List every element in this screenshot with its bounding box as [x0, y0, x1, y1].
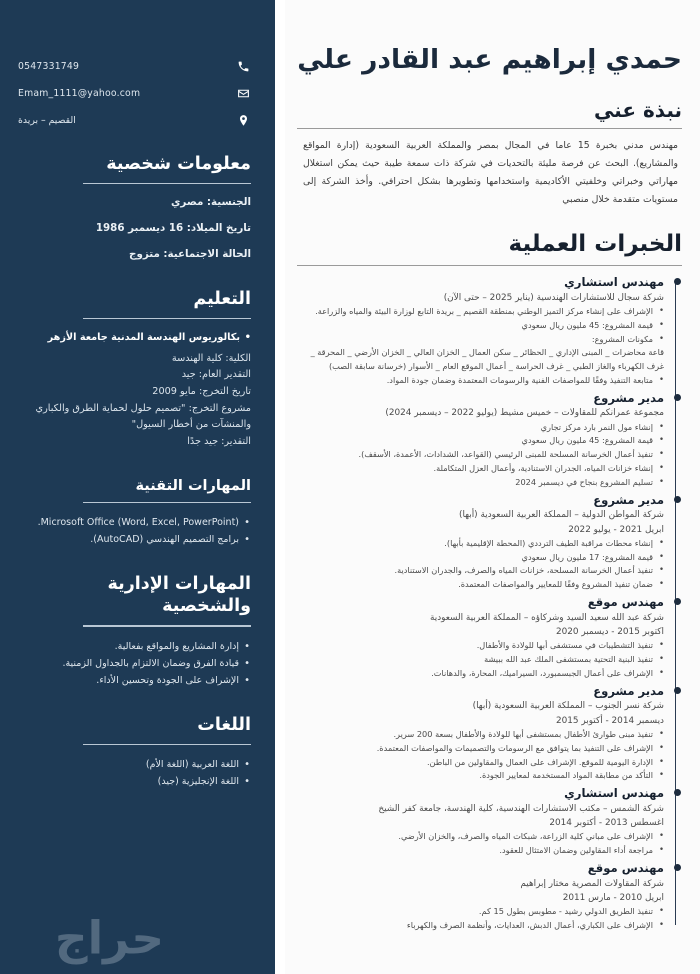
- job-title: مهندس موقع: [587, 860, 664, 875]
- job-company: شركة المقاولات المصرية مختار إبراهيم: [520, 878, 664, 889]
- job-bullet-list: [297, 639, 664, 680]
- job-bullet-list: [297, 374, 664, 388]
- job-bullet: • مكونات المشروع:: [297, 333, 664, 347]
- job-bullet: • الإشراف على أعمال الجبسمبورد، السيراميك، المحارة، والدهانات.: [297, 667, 664, 681]
- job-date: ديسمبر 2014 - أكتوبر 2015: [555, 715, 664, 726]
- languages-heading: اللغات: [197, 714, 251, 735]
- timeline-dot-icon: [674, 496, 681, 503]
- experience-timeline: [297, 274, 682, 933]
- education-detail: تاريخ التخرج: مايو 2009: [152, 386, 251, 398]
- job-company: مجموعة عمرانكم للمقاولات – خميس مشيط (يوليو 2022 – ديسمبر 2024): [385, 408, 664, 419]
- personal-info-line: الحالة الاجتماعية: متزوج: [129, 248, 251, 261]
- job-note: قاعة محاضرات _ المبنى الإداري _ الحظائر _ سكن العمال _ الخزان العالي _ الخزان الأرضي _ المحرقة _ غرف الكهرباء والغاز الطبي _ غرف الحراسة _ أعمال الموقع العام _ الأسوار (خرسانة سابقة الصب): [310, 347, 664, 372]
- language-item: • اللغة العربية (اللغة الأم): [18, 756, 251, 773]
- experience-heading-divider: [297, 265, 682, 266]
- education-detail: مشروع التخرج: "تصميم حلول لحماية الطرق والكباري والمنشآت من أخطار السيول": [35, 402, 251, 431]
- languages-list: [18, 756, 251, 790]
- experience-job: [297, 785, 664, 858]
- job-bullet: • تنفيذ مبنى طوارئ الأطفال بمستشفى أبها للولادة والأطفال بسعة 200 سرير.: [297, 728, 664, 742]
- job-bullet: • قيمة المشروع: 45 مليون ريال سعودي: [297, 434, 664, 448]
- education-detail: التقدير: جيد جدًا: [187, 436, 251, 448]
- job-bullet: • قيمة المشروع: 45 مليون ريال سعودي: [297, 319, 664, 333]
- job-bullet: • إنشاء مول النمر بارد مركز تجاري: [297, 421, 664, 435]
- education-heading: التعليم: [193, 289, 251, 310]
- soft-skills-heading: المهارات الإدارية والشخصية: [107, 574, 251, 617]
- job-company: شركة المواطن الدولية – المملكة العربية السعودية (أبها): [458, 510, 664, 521]
- svg-text:حراج: حراج: [54, 911, 165, 965]
- about-heading-divider: [297, 128, 682, 129]
- technical-skill-item: • برامج التصميم الهندسي (AutoCAD).: [18, 531, 251, 548]
- job-bullet: • تنفيذ البنية التحتية بمستشفى الملك عبد الله ببيشة: [297, 653, 664, 667]
- job-bullet: • تنفيذ التشطيبات في مستشفى أبها للولادة والأطفال.: [297, 639, 664, 653]
- job-company: شركة عبد الله سعيد السيد وشركاؤه – المملكة العربية السعودية: [429, 612, 664, 623]
- job-date: اكتوبر 2015 - ديسمبر 2020: [555, 627, 664, 638]
- soft-skills-list: [18, 638, 251, 689]
- personal-info-divider: [83, 183, 251, 184]
- job-bullet-list: [297, 905, 664, 933]
- about-summary-text: مهندس مدني بخبرة 15 عاما في المجال بمصر والمملكة العربية السعودية (إدارة المواقع والمشاريع). البحث عن فرصة مليئة بالتحديات في شركة ذات سمعة طيبة حيث يمكن استغلال مهاراتي وخبراتي وخلفيتي الأكاديمية واستخدامها وتطويرها بشكل احترافي. وأخذ الشركة إلى مستويات متقدمة خلال منصبي: [303, 139, 678, 206]
- experience-job: [297, 594, 664, 681]
- timeline-dot-icon: [674, 789, 681, 796]
- job-bullet: • تنفيذ أعمال الخرسانة المسلحة، خزانات المياه والصرف، والجدران الاستنادية.: [297, 564, 664, 578]
- experience-job: [297, 274, 664, 388]
- contact-row-email[interactable]: [18, 85, 251, 101]
- technical-skills-divider: [83, 502, 251, 503]
- about-section-heading: نبذة عني: [593, 97, 682, 122]
- phone-icon: [235, 58, 251, 74]
- job-company: شركة سجال للاستشارات الهندسية (يناير 2025 – حتى الآن): [443, 292, 664, 303]
- personal-info-line: الجنسية: مصري: [170, 196, 251, 209]
- languages-divider: [83, 744, 251, 745]
- timeline-dot-icon: [674, 394, 681, 401]
- job-title: مهندس استشاري: [564, 274, 664, 289]
- job-date: ابريل 2021 - يوليو 2022: [568, 524, 664, 535]
- technical-skill-item: • Microsoft Office (Word, Excel, PowerPoint).: [18, 514, 251, 531]
- job-bullet-list: [297, 305, 664, 346]
- job-bullet-list: [297, 537, 664, 592]
- location-pin-icon: [235, 112, 251, 128]
- job-company: شركة نسر الجنوب – المملكة العربية السعودية (أبها): [472, 701, 664, 712]
- experience-section-heading: الخبرات العملية: [508, 231, 682, 258]
- job-bullet: • مراجعة أداء المقاولين وضمان الامتثال للعقود.: [297, 844, 664, 858]
- job-bullet-list: [297, 728, 664, 783]
- experience-job: [297, 390, 664, 490]
- experience-job: [297, 683, 664, 783]
- job-bullet: • ضمان تنفيذ المشروع وفقًا للمعايير والمواصفات المعتمدة.: [297, 578, 664, 592]
- education-detail: التقدير العام: جيد: [181, 369, 251, 381]
- job-title: مهندس موقع: [587, 595, 664, 609]
- personal-info-line: تاريخ الميلاد: 16 ديسمبر 1986: [95, 222, 251, 235]
- job-bullet: • الإشراف على مباني كلية الزراعة، شبكات المياه والصرف، والخزان الأرضي.: [297, 830, 664, 844]
- job-bullet: • تسليم المشروع بنجاح في ديسمبر 2024: [297, 476, 664, 490]
- job-bullet: • إنشاء محطات مراقبة الطيف الترددي (المحطة الإقليمية بأبها).: [297, 537, 664, 551]
- job-bullet: • تنفيذ أعمال الخرسانة المسلحة للمبنى الرئيسي (القواعد، الشدادات، الأعمدة، الأسقف).: [297, 448, 664, 462]
- job-company: شركة الشمس – مكتب الاستشارات الهندسية، كلية الهندسة، جامعة كفر الشيخ: [378, 803, 664, 814]
- contact-phone-value: 0547331749: [18, 60, 80, 72]
- personal-info-heading: معلومات شخصية: [106, 154, 251, 174]
- soft-skill-item: • قيادة الفرق وضمان الالتزام بالجداول الزمنية.: [18, 655, 251, 672]
- soft-skill-item: • إدارة المشاريع والمواقع بفعالية.: [18, 638, 251, 655]
- education-divider: [83, 318, 251, 319]
- soft-skills-divider: [83, 625, 251, 626]
- job-bullet: • الإدارة اليومية للموقع. الإشراف على العمال والمقاولين من الباطن.: [297, 756, 664, 770]
- job-title: مدير مشروع: [593, 390, 664, 405]
- page-title: حمدي إبراهيم عبد القادر علي: [297, 44, 682, 75]
- experience-jobs-list: [297, 274, 664, 933]
- job-title: مهندس استشاري: [564, 786, 664, 801]
- education-degree: • بكالوريوس الهندسة المدنية جامعة الأزهر: [18, 330, 251, 346]
- job-date: ابريل 2010 - مارس 2011: [562, 892, 664, 903]
- haraj-watermark: [22, 906, 197, 970]
- job-bullet: • متابعة التنفيذ وفقًا للمواصفات الفنية والرسومات المعتمدة وضمان جودة المواد.: [297, 374, 664, 388]
- personal-info-list: [18, 195, 251, 263]
- contact-row-location[interactable]: [18, 112, 251, 128]
- language-item: • اللغة الإنجليزية (جيد): [18, 773, 251, 790]
- contact-email-value: Emam_1111@yahoo.com: [18, 87, 141, 99]
- job-bullet: • إنشاء خزانات المياه، الجدران الاستنادية، وأعمال العزل المتكاملة.: [297, 462, 664, 476]
- sidebar: [0, 0, 275, 974]
- education-detail: الكلية: كلية الهندسة: [171, 352, 251, 364]
- timeline-dot-icon: [674, 598, 681, 605]
- contact-location-value: القصيم – بريدة: [18, 114, 76, 126]
- job-bullet: • الإشراف على التنفيذ بما يتوافق مع الرسومات والتصميمات والمواصفات المعتمدة.: [297, 742, 664, 756]
- experience-job: [297, 492, 664, 592]
- job-bullet-list: [297, 421, 664, 490]
- job-bullet: • التأكد من مطابقة المواد المستخدمة لمعايير الجودة.: [297, 769, 664, 783]
- experience-job: [297, 860, 664, 933]
- timeline-dot-icon: [674, 687, 681, 694]
- job-bullet-list: [297, 830, 664, 858]
- job-bullet: • تنفيذ الطريق الدولي رشيد - مطوبس بطول 15 كم.: [297, 905, 664, 919]
- timeline-dot-icon: [674, 278, 681, 285]
- technical-skills-list: [18, 514, 251, 548]
- job-bullet: • الإشراف على الكباري، أعمال الدبش، العدايات، وأنظمة الصرف والكهرباء: [297, 919, 664, 933]
- contact-row-phone[interactable]: [18, 58, 251, 74]
- envelope-icon: [235, 85, 251, 101]
- job-bullet: • قيمة المشروع: 17 مليون ريال سعودي: [297, 551, 664, 565]
- job-title: مدير مشروع: [593, 492, 664, 507]
- job-date: اغسطس 2013 - أكتوبر 2014: [549, 818, 664, 829]
- job-bullet: • الإشراف على إنشاء مركز التميز الوطني بمنطقة القصيم _ بريدة التابع لوزارة البيئة والمياه والزراعة.: [297, 305, 664, 319]
- main-column: [275, 0, 700, 974]
- job-title: مدير مشروع: [593, 683, 664, 698]
- education-details-list: [18, 351, 251, 451]
- technical-skills-heading: المهارات التقنية: [135, 477, 251, 494]
- soft-skill-item: • الإشراف على الجودة وتحسين الأداء.: [18, 672, 251, 689]
- contact-block: [18, 58, 251, 128]
- timeline-dot-icon: [674, 864, 681, 871]
